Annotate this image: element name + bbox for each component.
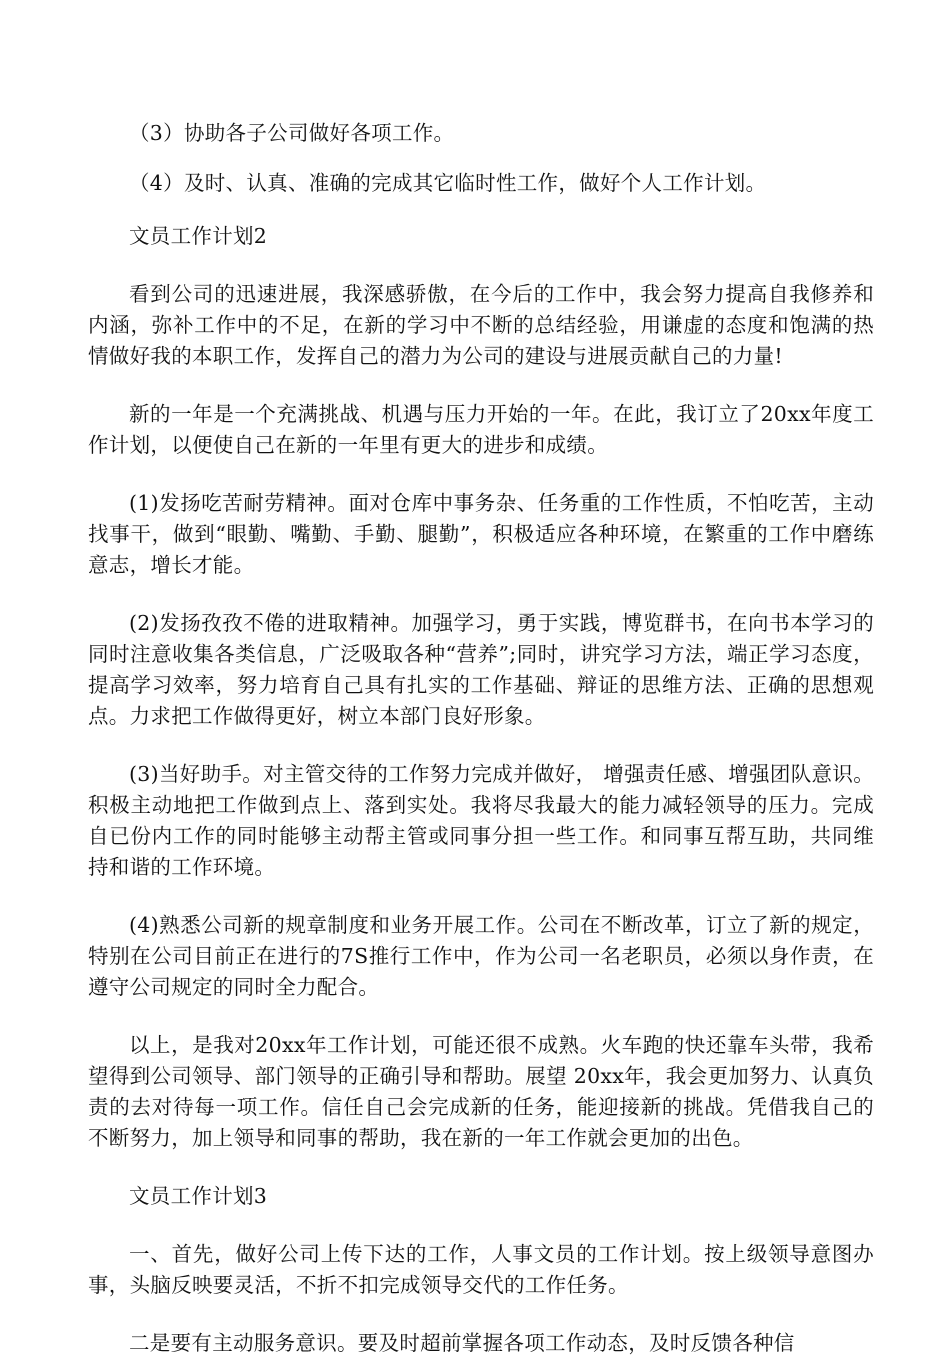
paragraph-point-1: (1)发扬吃苦耐劳精神。面对仓库中事务杂、任务重的工作性质，不怕吃苦，主动找事干，做到“眼勤、嘴勤、手勤、腿勤”，积极适应各种环境，在繁重的工作中磨练意志，增长才能。 (88, 491, 874, 577)
paragraph-first: 一、首先，做好公司上传下达的工作，人事文员的工作计划。按上级领导意图办事，头脑反映要灵活，不折不扣完成领导交代的工作任务。 (88, 1242, 874, 1297)
section-heading-2: 文员工作计划2 (129, 224, 268, 248)
list-item-4: （4）及时、认真、准确的完成其它临时性工作，做好个人工作计划。 (129, 171, 767, 195)
list-item-3: （3）协助各子公司做好各项工作。 (129, 121, 455, 145)
paragraph-summary: 以上，是我对20xx年工作计划，可能还很不成熟。火车跑的快还靠车头带，我希望得到公司领导、部门领导的正确引导和帮助。展望 20xx年，我会更加努力、认真负责的去对待每一项工作。信任自己会完成新的任务，能迎接新的挑战。凭借我自己的不断努力，加上领导和同事的帮助，我在新的一年工作就会更加的出色。 (88, 1033, 874, 1150)
paragraph-point-4: (4)熟悉公司新的规章制度和业务开展工作。公司在不断改革，订立了新的规定，特别在公司目前正在进行的7S推行工作中，作为公司一名老职员，必须以身作责，在遵守公司规定的同时全力配合。 (88, 913, 874, 999)
section-heading-3: 文员工作计划3 (129, 1184, 268, 1208)
paragraph-second: 二是要有主动服务意识。要及时超前掌握各项工作动态，及时反馈各种信 (129, 1331, 795, 1355)
document-page (88, 118, 874, 1359)
paragraph-point-3: (3)当好助手。对主管交待的工作努力完成并做好， 增强责任感、增强团队意识。积极主动地把工作做到点上、落到实处。我将尽我最大的能力减轻领导的压力。完成自已份内工作的同时能够主动帮主管或同事分担一些工作。和同事互帮互助，共同维持和谐的工作环境。 (88, 762, 874, 879)
paragraph-new-year: 新的一年是一个充满挑战、机遇与压力开始的一年。在此，我订立了20xx年度工作计划，以便使自己在新的一年里有更大的进步和成绩。 (88, 402, 874, 457)
paragraph-intro: 看到公司的迅速进展，我深感骄傲，在今后的工作中，我会努力提高自我修养和内涵，弥补工作中的不足，在新的学习中不断的总结经验，用谦虚的态度和饱满的热情做好我的本职工作，发挥自己的潜力为公司的建设与进展贡献自己的力量! (88, 282, 874, 368)
paragraph-point-2: (2)发扬孜孜不倦的进取精神。加强学习，勇于实践，博览群书，在向书本学习的同时注意收集各类信息，广泛吸取各种“营养”;同时，讲究学习方法，端正学习态度，提高学习效率，努力培育自己具有扎实的工作基础、辩证的思维方法、正确的思想观点。力求把工作做得更好，树立本部门良好形象。 (88, 611, 874, 728)
